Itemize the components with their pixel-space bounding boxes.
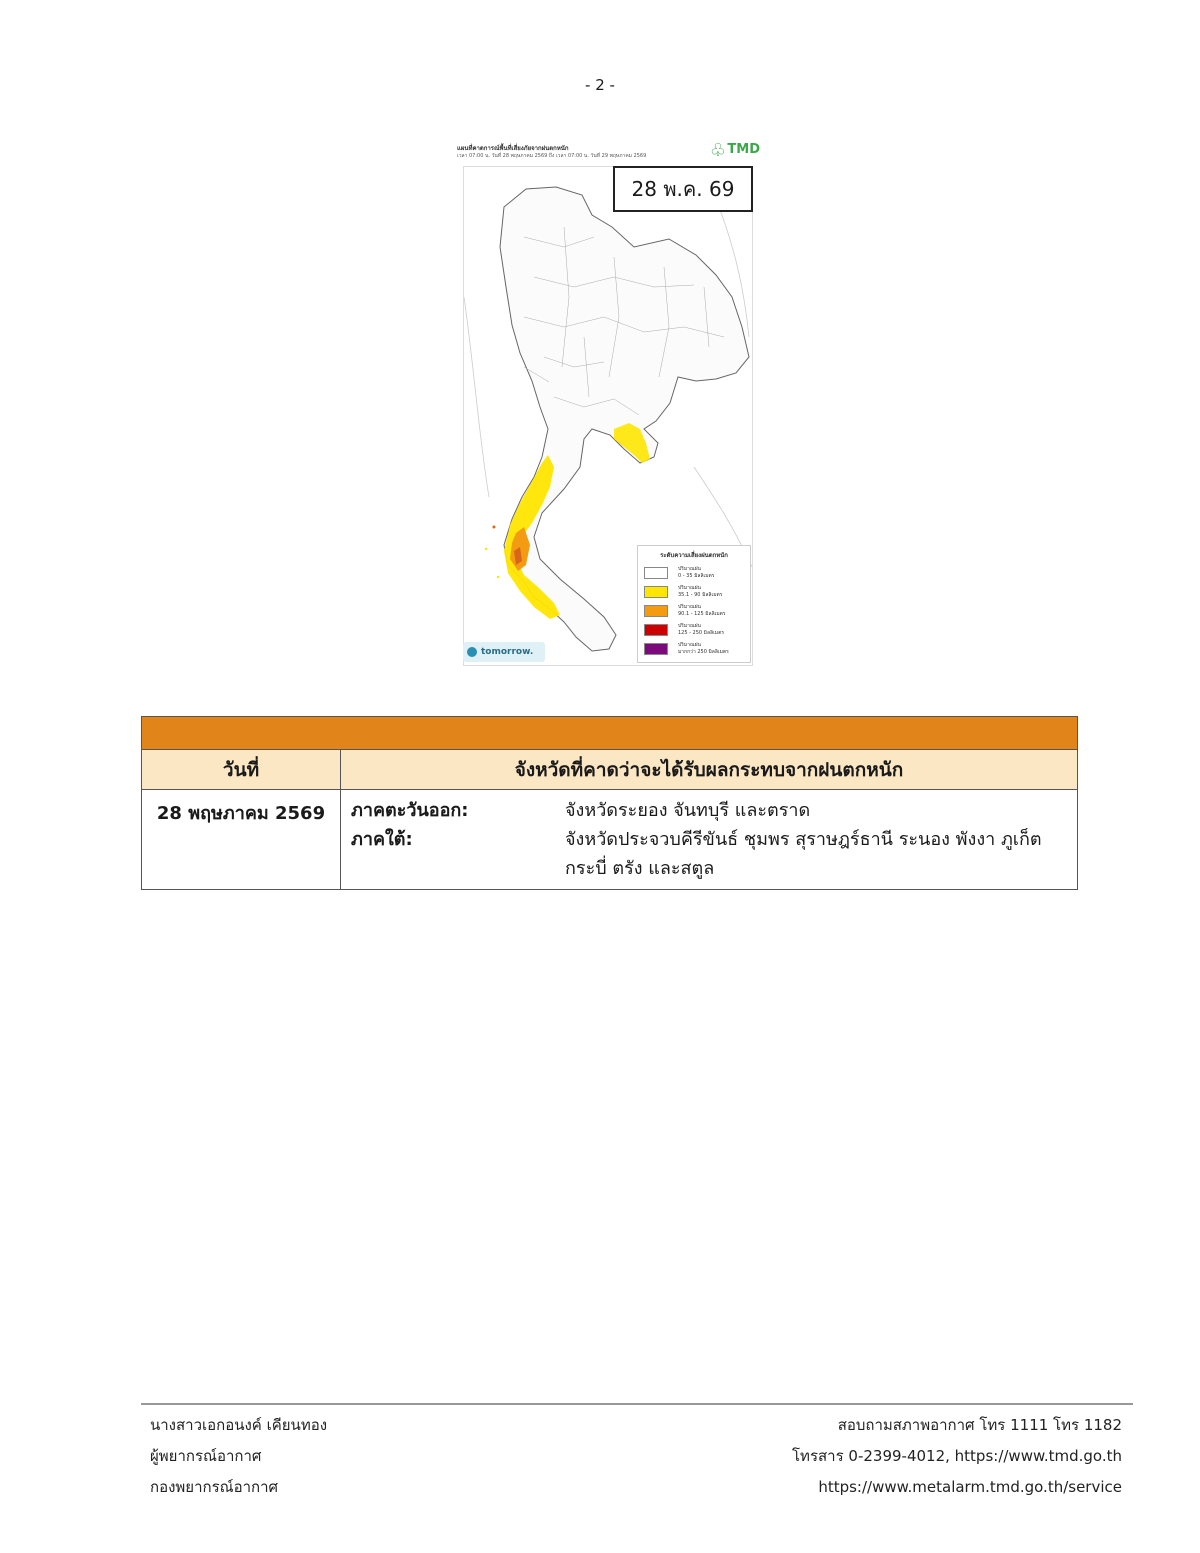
legend-swatch: [644, 605, 668, 617]
legend-range: 125 - 250 มิลลิเมตร: [678, 629, 725, 636]
table-header-row: [142, 750, 1078, 790]
map-legend: [637, 545, 751, 663]
table-header-bar: [142, 717, 1078, 750]
map-title: แผนที่คาดการณ์พื้นที่เสี่ยงภัยจากฝนตกหนัก: [457, 145, 569, 152]
legend-item: [638, 639, 750, 658]
row-date: 28 พฤษภาคม 2569: [142, 790, 341, 890]
legend-item: [638, 601, 750, 620]
author-division: กองพยากรณ์อากาศ: [150, 1478, 279, 1496]
region-name-south: ภาคใต้:: [351, 829, 413, 850]
author-title: ผู้พยากรณ์อากาศ: [150, 1447, 262, 1465]
rain-risk-map: [455, 140, 760, 668]
page-number: - 2 -: [585, 76, 615, 94]
footer-divider: [141, 1403, 1133, 1405]
legend-item: [638, 563, 750, 582]
region-name-east: ภาคตะวันออก:: [351, 800, 469, 821]
region-line: [351, 796, 1067, 825]
legend-title: ระดับความเสี่ยงฝนตกหนัก: [660, 552, 728, 559]
legend-swatch: [644, 586, 668, 598]
legend-item: [638, 582, 750, 601]
column-header-provinces: จังหวัดที่คาดว่าจะได้รับผลกระทบจากฝนตกหนัก: [341, 750, 1078, 790]
department-logo-icon: ♧: [709, 140, 726, 161]
legend-range: 35.1 - 90 มิลลิเมตร: [678, 591, 723, 598]
legend-label: ปริมาณฝน: [678, 622, 701, 629]
legend-range: 0 - 35 มิลลิเมตร: [678, 572, 715, 579]
legend-swatch: [644, 643, 668, 655]
legend-label: ปริมาณฝน: [678, 584, 701, 591]
tomorrow-logo: [463, 642, 545, 662]
tomorrow-logo-text: tomorrow.: [481, 647, 534, 657]
legend-label: ปริมาณฝน: [678, 565, 701, 572]
forecast-table: [141, 716, 1078, 890]
map-subtitle: เวลา 07:00 น. วันที่ 28 พฤษภาคม 2569 ถึง เวลา 07:00 น. วันที่ 29 พฤษภาคม 2569: [457, 153, 647, 159]
legend-swatch: [644, 624, 668, 636]
map-header: [455, 140, 760, 166]
region-line: [351, 825, 1067, 883]
region-provinces-south: จังหวัดประจวบคีรีขันธ์ ชุมพร สุราษฎร์ธานี ระนอง พังงา ภูเก็ต กระบี่ ตรัง และสตูล: [565, 829, 1042, 879]
tmd-logo: TMD: [727, 142, 760, 157]
row-regions: [341, 790, 1078, 890]
contact-service-url: https://www.metalarm.tmd.go.th/service: [818, 1478, 1122, 1496]
author-name: นางสาวเอกอนงค์ เคียนทอง: [150, 1416, 328, 1434]
legend-label: ปริมาณฝน: [678, 641, 701, 648]
contact-fax-website: โทรสาร 0-2399-4012, https://www.tmd.go.th: [792, 1447, 1122, 1465]
tomorrow-logo-icon: [467, 647, 477, 657]
legend-label: ปริมาณฝน: [678, 603, 701, 610]
footer-author: [150, 1410, 327, 1503]
legend-item: [638, 620, 750, 639]
table-row: [142, 790, 1078, 890]
contact-phone: สอบถามสภาพอากาศ โทร 1111 โทร 1182: [837, 1416, 1122, 1434]
map-date-label: 28 พ.ค. 69: [613, 166, 753, 212]
legend-range: มากกว่า 250 มิลลิเมตร: [678, 648, 729, 655]
column-header-date: วันที่: [142, 750, 341, 790]
legend-range: 90.1 - 125 มิลลิเมตร: [678, 610, 726, 617]
legend-swatch: [644, 567, 668, 579]
footer-contact: [792, 1410, 1122, 1503]
region-provinces-east: จังหวัดระยอง จันทบุรี และตราด: [565, 800, 811, 821]
